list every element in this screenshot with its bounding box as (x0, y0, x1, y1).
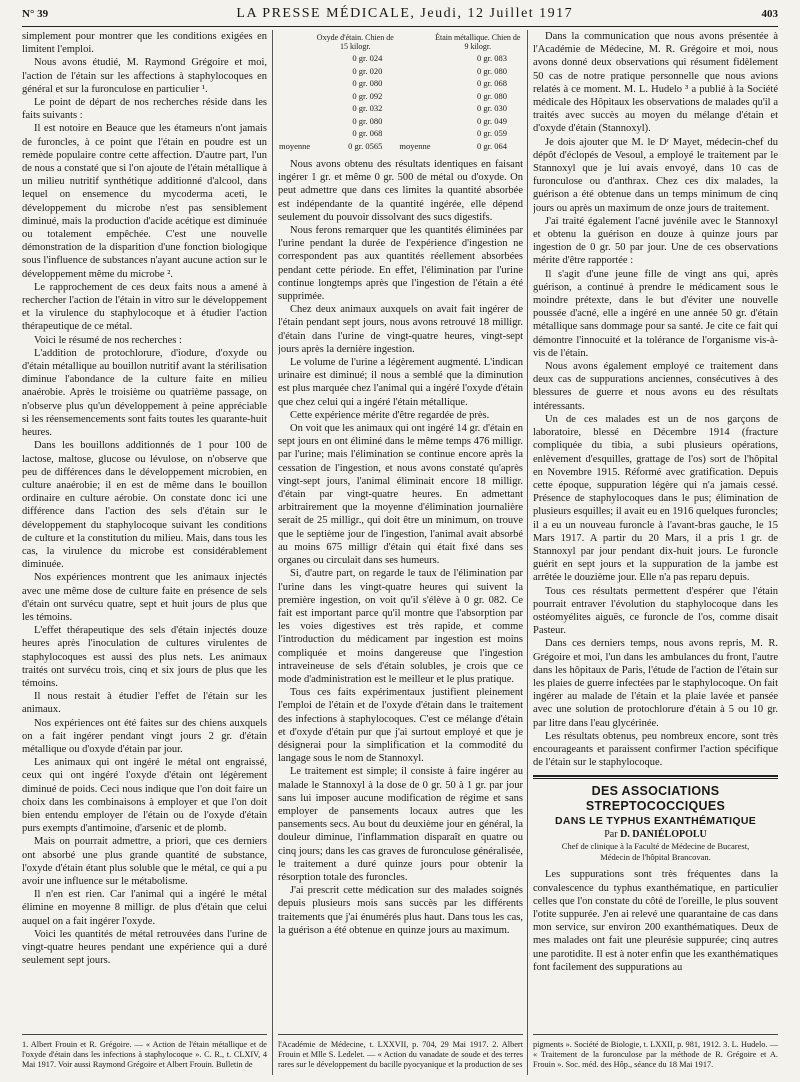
paragraph: Nous avons obtenu des résultats identiques en faisant ingérer 1 gr. et même 0 gr. 500 de métal ou d'oxyde. On peut admettre que dans ces limites la quantité absorbée est indépendante de la quantité ingérée, elle dépend seulement du pouvoir dissolvant des sucs digestifs. (278, 159, 523, 223)
table-cell: 0 gr. 083 (477, 53, 507, 63)
column-1 (22, 30, 267, 1040)
paragraph: Il n'en est rien. Car l'animal qui a ingéré le métal élimine en moyenne 8 milligr. de plus d'étain que celui auquel on a fait ingérer l'oxyde. (22, 889, 267, 927)
article-byline (533, 828, 778, 841)
paragraph: Les animaux qui ont ingéré le métal ont engraissé, ceux qui ont ingéré l'oxyde d'étain ont légèrement diminué de poids. Ceci nous indique que l'on doit faire un choix dans les combinaisons à employer et que l'on doit bien entendu employer de l'étain ou de l'oxyde d'étain purs exempts d'antimoine, d'arsenic et de plomb. (22, 757, 267, 835)
average-metal: 0 gr. 064 (477, 140, 507, 151)
table-cell: 0 gr. 092 (352, 90, 383, 101)
paragraph: Si, d'autre part, on regarde le taux de l'élimination par l'urine dans les vingt-quatre heures qui suivent la première ingestion, on voit qu'il s'élève à 0 gr. 082. Ce fait est important parce qu'il montre que l'absorption par les voies digestives est très rapide, et comme l'introduction du médicament par ingestion est moins compliquée et moins dangereuse que l'ingestion intraveineuse de sels d'étain solubles, je crois que ce mode d'administration est le meilleur et le plus pratique. (278, 568, 523, 685)
table-row (278, 115, 523, 128)
table-cell: 0 gr. 080 (477, 65, 507, 76)
paragraph: Le traitement est simple; il consiste à faire ingérer au malade le Stannoxyl à la dose de 0 gr. 50 à 1 gr. par jour sans lui imposer aucune modification de régime et sans employer de pansements locaux autres que les pansements secs. Au bout du deuxième jour en général, la douleur diminue, l'inflammation disparaît en quatre ou cinq jours; dans les cas graves de furonculose généralisée, le traitement a duré quinze jours pour obtenir la résorption totale des furoncles. (278, 766, 523, 883)
paragraph: simplement pour montrer que les conditions exigées en limitent l'emploi. (22, 31, 267, 56)
table-cell: 0 gr. 068 (352, 128, 383, 138)
paragraph: Nous avons également employé ce traitement dans deux cas de suppurations anciennes, consécutives à des blessures de guerre et nous avons eu des résultats intéressants. (533, 361, 778, 412)
table-row (278, 52, 523, 65)
paragraph: Il est notoire en Beauce que les étameurs n'ont jamais de furoncles, à ce point que l'étain en poudre est un remède populaire contre cette affection. D'autre part, l'un de nous a constaté que si l'on ajoute de l'étain métallique à un milieu nutritif synthétique additionné d'alcool, dans lequel on ensemence du mycoderma aceti, le développement du microbe n'est pas sensiblement diminué, mais la production d'acide acétique est diminuée ou totalement empêchée. C'est une nouvelle démonstration de la disparition d'une fonction biologique sous l'influence de substances n'ayant aucune action sur le développement même du microbe ². (22, 123, 267, 280)
table-header-metal: Étain métallique. Chien de 9 kilogr. (435, 33, 521, 51)
footnote-rule (533, 1034, 778, 1035)
paragraph: Je dois ajouter que M. le Dʳ Mayet, médecin-chef du dépôt d'éclopés de Vesoul, a employé le traitement par le Stannoxyl que je lui avais envoyé, dans 10 cas de furonculose ou d'anthrax. Chez ces dix malades, la guérison a été obtenue dans un temps minimum de cinq jours ou après un maximum de onze jours de traitement. (533, 136, 778, 214)
paragraph: Nous avons étudié, M. Raymond Grégoire et moi, l'action de l'étain sur les affections à staphylocoques en général et sur la furonculose en particulier ¹. (22, 57, 267, 95)
table-row (278, 90, 523, 103)
average-oxide: 0 gr. 0565 (348, 140, 383, 151)
article-separator (533, 775, 778, 777)
footnote-1: 1. Albert Frouin et R. Grégoire. — « Action de l'étain métallique et de l'oxyde d'étain dans les infections à staphylocoque ». C. R., t. CLXIV, 4 Mai 1917. Voir aussi Raymond Grégoire et Albert Frouin. Bulletin de (22, 1040, 267, 1069)
table-cell: 0 gr. 030 (477, 103, 507, 113)
page-number: 403 (761, 8, 778, 20)
column-2 (278, 30, 523, 1040)
paragraph: Le point de départ de nos recherches réside dans les faits suivants : (22, 97, 267, 122)
paragraph: Dans ces derniers temps, nous avons repris, M. R. Grégoire et moi, l'un dans les ambulances du front, l'autre dans les hôpitaux de Paris, l'étude de l'action de l'étain sur les plaies de guerre infectées par le staphylocoque. On fait ingérer au malade de l'étain et la plaie lavée et pansée avec une solution de protochlorure d'étain à 5 ou 10 gr. par litre dans l'eau glycérinée. (533, 638, 778, 729)
table-row (278, 102, 523, 115)
table-cell: 0 gr. 080 (352, 115, 383, 126)
table-header-oxide: Oxyde d'étain. Chien de 15 kilogr. (316, 33, 394, 51)
tin-elimination-table (278, 32, 523, 152)
byline-prefix: Par (604, 829, 618, 841)
table-row (278, 65, 523, 78)
footnote-rule (278, 1034, 523, 1035)
table-cell: 0 gr. 080 (352, 78, 383, 88)
table-cell: 0 gr. 068 (477, 78, 507, 88)
paragraph: Voici les quantités de métal retrouvées dans l'urine de vingt-quatre heures pendant une expérience qui a duré seulement sept jours. (22, 928, 267, 967)
paragraph: Les résultats obtenus, peu nombreux encore, sont très encourageants et paraissent confirmer l'action spécifique de l'étain sur le staphylocoque. (533, 730, 778, 769)
footnote-3: pigments ». Société de Biologie, t. LXXII, p. 981, 1912. 3. L. Hudelo. — « Traitement de la furonculose par la méthode de R. Grégoire et A. Frouin ». Soc. méd. des Hôp., séance du 18 Mai 1917. (533, 1040, 778, 1069)
table-row (278, 127, 523, 140)
paragraph: Dans les bouillons additionnés de 1 pour 100 de lactose, maltose, glucose ou lévulose, on n'observe que peu de différences dans le développement microbien, en culture anaérobie; il en est de même dans le bouillon ordinaire en culture aérobie. On constate donc ici une différence dans l'action des sels d'étain sur le développement du staphylocoque suivant les conditions de culture et la constitution du milieu. Mais, dans tous les cas, la virulence du microbe est considérablement diminuée. (22, 440, 267, 571)
average-label: moyenne (399, 140, 431, 151)
table-row (278, 77, 523, 90)
column-divider (272, 30, 273, 1075)
issue-number: N° 39 (22, 8, 49, 20)
paragraph: Il s'agit d'une jeune fille de vingt ans qui, après guérison, a continué à prendre le médicament sous le moindre prétexte, dans le but d'éviter une nouvelle poussée d'acné, elle a ingéré en une année 50 gr. d'étain métallique sans dommage pour sa santé. Je cite ce fait qui démontre l'innocuité et la tolérance de l'organisme vis-à-vis de l'étain. (533, 268, 778, 359)
article-separator (533, 778, 778, 779)
table-cell: 0 gr. 080 (477, 90, 507, 101)
paragraph: Dans la communication que nous avons présentée à l'Académie de Médecine, M. R. Grégoire et moi, nous avons donné deux observations qui résument fidèlement 50 cas de notre pratique personnelle que nous avions relatés à ce moment. M. L. Hudelo ³ a publié à la Société médicale des Hôpitaux les observations de malades qu'il a traités avec succès au moyen du mélange d'étain et d'oxyde d'étain (Stannoxyl). (533, 31, 778, 135)
paragraph: Tous ces faits expérimentaux justifient pleinement l'emploi de l'étain et de l'oxyde d'étain dans le traitement des infections à staphylocoques. C'est ce mélange d'étain et d'oxyde d'étain pur que j'ai surtout employé et que je désignerai pour la simplification et la commodité du langage sous le nom de Stannoxyl. (278, 687, 523, 765)
paragraph: Il nous restait à étudier l'effet de l'étain sur les animaux. (22, 691, 267, 716)
paragraph: L'effet thérapeutique des sels d'étain injectés douze heures après l'inoculation de cultures virulentes de staphylocoques est aussi des plus nets. Les animaux traités ont survécu trois, cinq et six jours de plus que les témoins. (22, 625, 267, 689)
paragraph: Cette expérience mérite d'être regardée de près. (290, 409, 490, 421)
table-cell: 0 gr. 032 (352, 103, 383, 113)
paragraph: Chez deux animaux auxquels on avait fait ingérer de l'étain pendant sept jours, nous avons retrouvé 18 milligr. d'étain dans l'urine de vingt-quatre heures, vingt-sept jours après la dernière ingestion. (278, 304, 523, 355)
paragraph: Mais on pourrait admettre, a priori, que ces derniers ont absorbé une plus grande quantité de substance, l'oxyde d'étain étant plus soluble que le métal, ce qui a pu avoir une influence sur le métabolisme. (22, 836, 267, 887)
table-average-row (278, 140, 523, 153)
paragraph: Le volume de l'urine a légèrement augmenté. L'indican urinaire est diminué; il nous a semblé que la diminution est plus marquée chez l'animal qui a ingéré l'oxyde d'étain que chez celui qui a ingéré l'étain métallique. (278, 357, 523, 408)
paragraph: Nos expériences montrent que les animaux injectés avec une même dose de culture faite en présence de sels d'étain ont survécu quatre, sept et huit jours de plus que les témoins. (22, 572, 267, 623)
table-cell: 0 gr. 049 (477, 115, 507, 126)
footnote-2: l'Académie de Médecine, t. LXXVII, p. 704, 29 Mai 1917. 2. Albert Frouin et Mlle S. Ledelet. — « Action du vanadate de soude et des terres rares sur le développement du bacille pyocyanique et la production de ses (278, 1040, 523, 1069)
table-cell: 0 gr. 024 (352, 53, 383, 63)
header-rule (22, 26, 778, 27)
paragraph: J'ai traité également l'acné juvénile avec le Stannoxyl et obtenu la guérison en douze à quinze jours par ingestion de 0 gr. 50 par jour. Une de ces observations mérite d'être rapportée : (533, 215, 778, 267)
column-3 (533, 30, 778, 1040)
article-author: D. DANIÉLOPOLU (620, 829, 707, 841)
journal-title: LA PRESSE MÉDICALE, Jeudi, 12 Juillet 1917 (236, 6, 574, 21)
paragraph: Nos expériences ont été faites sur des chiens auxquels on a fait ingérer pendant vingt jours 2 gr. d'étain métallique ou d'oxyde d'étain par jour. (22, 717, 267, 755)
paragraph: Tous ces résultats permettent d'espérer que l'étain pourrait entraver l'évolution du staphylocoque dans les ostéomyélites aiguës, ce furoncle de l'os, comme disait Pasteur. (533, 585, 778, 637)
article-subtitle: DANS LE TYPHUS EXANTHÉMATIQUE (554, 815, 757, 828)
article-title: DES ASSOCIATIONS STREPTOCOCCIQUES (585, 784, 726, 814)
page-header (22, 6, 778, 26)
paragraph: Les suppurations sont très fréquentes dans la convalescence du typhus exanthématique, en particulier celles que l'on constate du côté de l'oreille, le plus souvent l'otite suppurée. J'en ai relevé une quarantaine de cas dans mon service, sur environ 200 exanthématiques. Deux de mes malades ont fait une pleurésie suppurée; cinq autres une parotidite. Il est à noter enfin que les exanthématiques font facilement des suppurations au (533, 869, 778, 973)
paragraph: Nous ferons remarquer que les quantités éliminées par l'urine pendant la durée de l'expérience d'ingestion ne correspondent pas aux quantités réellement absorbées pendant cette période. En effet, l'élimination par l'urine continue longtemps après que l'ingestion de l'étain a été supprimée. (278, 225, 523, 303)
average-label: moyenne (279, 140, 311, 151)
column-divider (527, 30, 528, 1075)
affiliation-line: Chef de clinique à la Faculté de Médecine de Bucarest, (561, 841, 750, 852)
footnote-rule (22, 1034, 267, 1035)
paragraph: Voici le résumé de nos recherches : (34, 334, 182, 346)
paragraph: Un de ces malades est un de nos garçons de laboratoire, blessé en Décembre 1914 (fracture compliquée du tibia, a subi plusieurs opérations, enlèvement d'esquilles, grattage de l'os) sort de l'hôpital en Novembre 1915. Réformé avec gratification. Depuis cette époque, suppuration légère qui n'a jamais cessé. Présence de staphylocoques dans le pus; élimination de plusieurs esquilles; il avait eu en 1916 quelques furoncles; il a eu un nouveau furoncle à l'avant-bras gauche, le 15 Mars 1917. A partir du 20 Mars, il a pris 1 gr. de Stannoxyl par jour pendant dix-huit jours. Le furoncle guérit en sept jours et la suppuration de la jambe est arrêtée le douzième jour. Elle n'a pas reparu depuis. (533, 413, 778, 584)
table-cell: 0 gr. 059 (477, 128, 507, 138)
paragraph: L'addition de protochlorure, d'iodure, d'oxyde ou d'étain métallique au bouillon nutritif avant la stérilisation diminue l'abondance de la culture faite en milieu anaérobie. Après le troisième ou quatrième passage, on n'observe plus qu'un développement à peine appréciable si les réensemencements sont faits toutes les quarante-huit heures. (22, 347, 267, 439)
paragraph: On voit que les animaux qui ont ingéré 14 gr. d'étain en sept jours en ont éliminé dans le même temps 476 milligr. par l'urine; mais l'élimination se continue encore après la cessation de l'ingestion, et nous avons constaté qu'après vingt-sept jours, l'animal éliminait encore 18 milligr. d'étain par vingt-quatre heures. En admettant arbitrairement que la moyenne d'élimination journalière serait de 25 milligr., qui doit être un minimum, on trouve que le septième jour de l'ingestion, l'animal avait absorbé au moins 675 milligr d'étain qui était fixé dans ses organes ou circulait dans ses humeurs. (278, 423, 523, 567)
table-cell: 0 gr. 020 (352, 65, 383, 76)
author-affiliation (533, 841, 778, 862)
paragraph: Le rapprochement de ces deux faits nous a amené à rechercher l'action de l'étain in vitro sur le développement et la virulence du staphylocoque et à étudier l'action thérapeutique de ce métal. (22, 281, 267, 333)
paragraph: J'ai prescrit cette médication sur des malades soignés depuis plusieurs mois sans succès par les différents traitements que j'ai énumérés plus haut. Dans tous les cas, la guérison a été obtenue en quinze jours au maximum. (278, 885, 523, 936)
affiliation-line: Médecin de l'hôpital Brancovan. (600, 851, 711, 862)
